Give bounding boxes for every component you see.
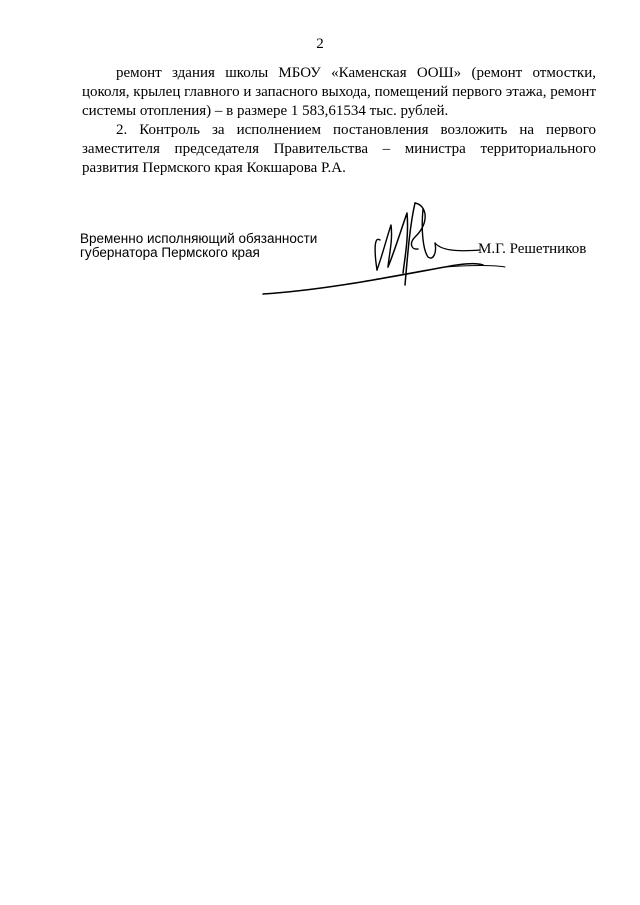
- signer-title-line-1: Временно исполняющий обязанности: [80, 231, 318, 246]
- signer-name: М.Г. Решетников: [478, 241, 587, 257]
- paragraph-control-assignment: 2. Контроль за исполнением постановления возложить на первого заместителя председателя Правительства – министра территориального развития Пермского края Кокшарова Р.А.: [82, 122, 596, 176]
- paragraph-repair-details: ремонт здания школы МБОУ «Каменская ООШ» (ремонт отмостки, цоколя, крылец главного и запасного выхода, помещений первого этажа, ремонт системы отопления) – в размере 1 583,61534 тыс. рублей.: [82, 65, 596, 119]
- signature-block: [0, 0, 640, 320]
- page-number: 2: [316, 36, 324, 52]
- signer-title-line-2: губернатора Пермского края: [80, 245, 260, 260]
